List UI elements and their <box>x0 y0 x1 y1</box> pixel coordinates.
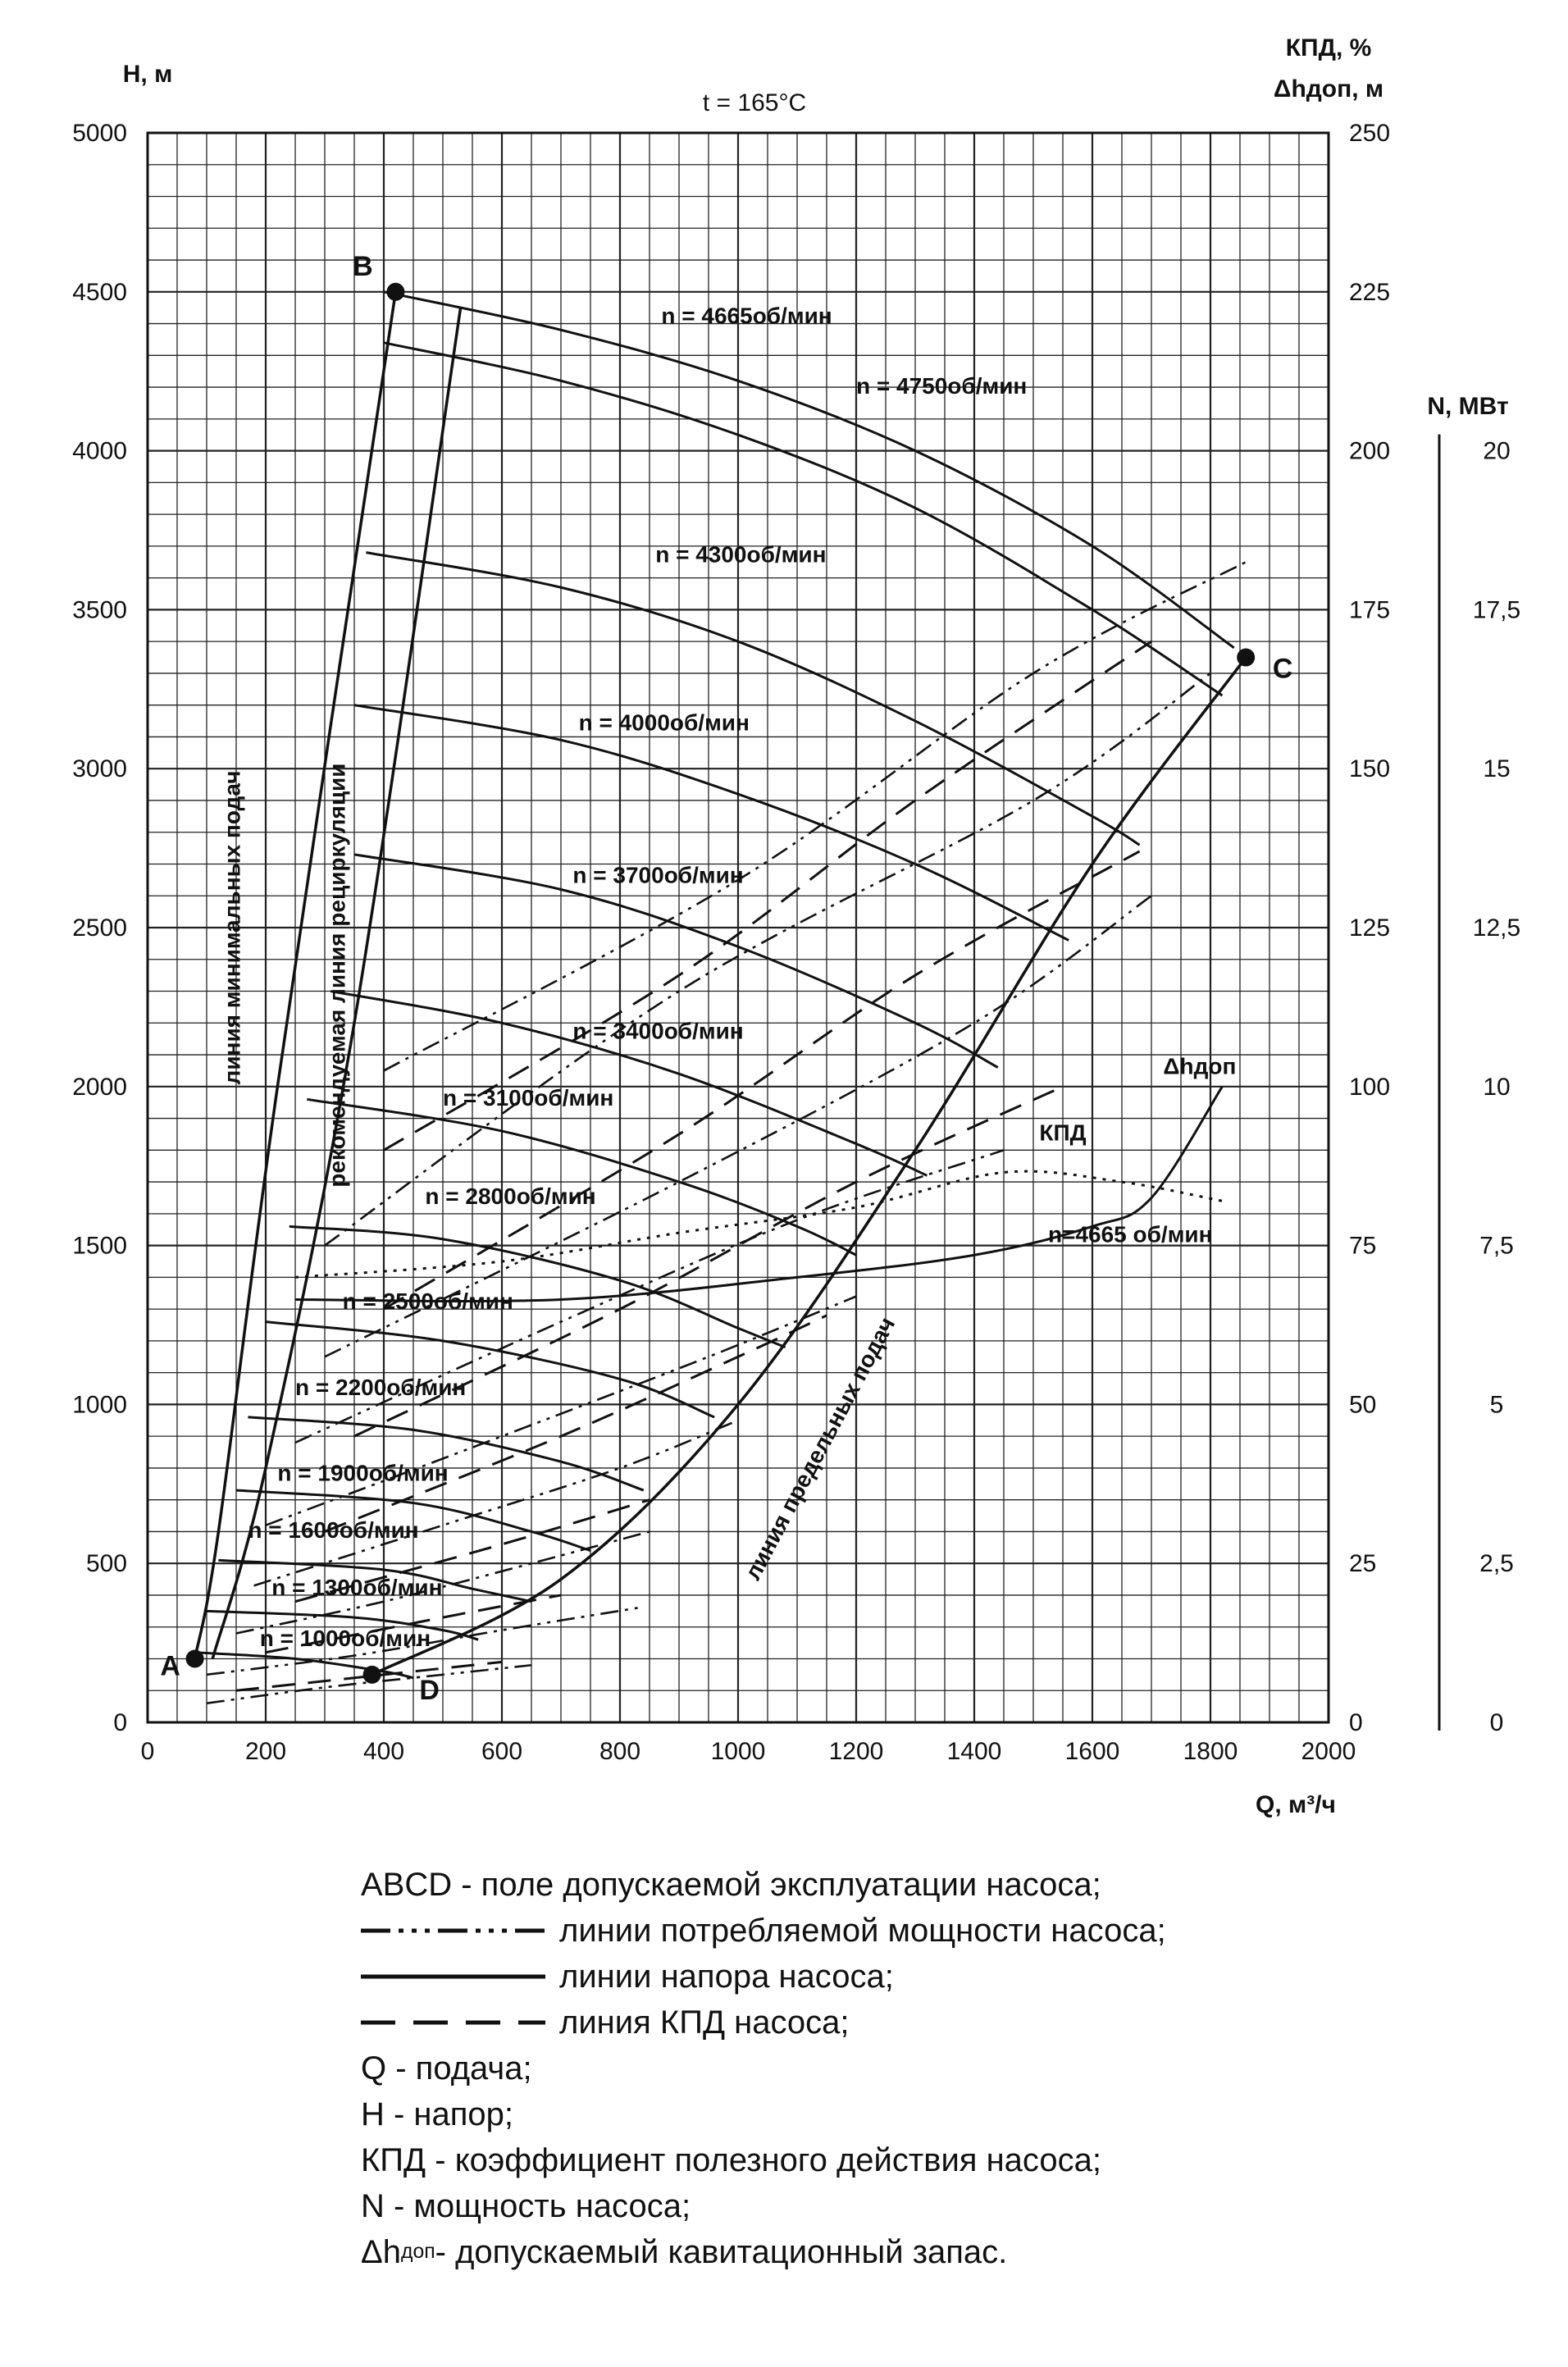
head-curve <box>384 343 1222 696</box>
operating-point-label: D <box>419 1674 440 1706</box>
operating-point-label: B <box>353 250 373 282</box>
boundary-label-min-flow: линия минимальных подач <box>219 770 245 1085</box>
x-tick-label: 1200 <box>828 1738 884 1765</box>
x-tick-label: 1400 <box>946 1738 1002 1765</box>
legend-power-text: линии потребляемой мощности насоса; <box>559 1912 1166 1949</box>
boundary-line <box>372 658 1247 1675</box>
y2-tick-label: 0 <box>1349 1709 1363 1736</box>
boundary-label-max-flow: линия предельных подач <box>739 1312 900 1585</box>
operating-point-label: C <box>1272 653 1293 685</box>
operating-point-c <box>1237 649 1255 667</box>
legend-h-text: H - напор; <box>361 2096 514 2132</box>
efficiency-line <box>325 1316 827 1532</box>
x-axis-title: Q, м³/ч <box>1256 1791 1336 1818</box>
head-curve-label: n = 2500об/мин <box>342 1288 513 1315</box>
y2-tick-label: 225 <box>1349 278 1391 306</box>
legend-kpd-text: КПД - коэффициент полезного действия насоса; <box>361 2141 1101 2178</box>
y-axis-title: H, м <box>122 61 173 88</box>
y-tick-label: 3500 <box>72 596 127 624</box>
y-tick-label: 2000 <box>72 1073 127 1101</box>
head-curve-label: n = 1900об/мин <box>277 1460 449 1486</box>
npsh-curve-label: Δhдоп <box>1163 1053 1237 1079</box>
head-curve-label: n = 4750об/мин <box>856 372 1028 399</box>
y2-tick-label: 100 <box>1349 1073 1391 1101</box>
legend-q <box>361 2045 1427 2091</box>
y3-tick-label: 12,5 <box>1472 914 1521 942</box>
legend-n <box>361 2183 1427 2229</box>
y3-tick-label: 5 <box>1489 1391 1504 1419</box>
legend-power-swatch <box>361 1927 549 1935</box>
y3-tick-label: 17,5 <box>1472 596 1521 624</box>
y-tick-label: 5000 <box>72 120 127 147</box>
x-tick-label: 2000 <box>1301 1738 1356 1765</box>
efficiency-curve-label: КПД <box>1039 1120 1087 1146</box>
y2-axis-title-dh: Δhдоп, м <box>1273 75 1384 103</box>
legend-efficiency-swatch <box>361 2018 549 2027</box>
y3-axis-title: N, МВт <box>1427 393 1509 420</box>
head-curve-label: n = 4665об/мин <box>661 303 832 329</box>
head-curve-label: n = 1000об/мин <box>259 1625 431 1651</box>
x-tick-label: 200 <box>244 1738 287 1765</box>
operating-point-b <box>386 283 404 301</box>
y-tick-label: 500 <box>85 1550 127 1578</box>
head-curve-label: n = 1300об/мин <box>271 1574 443 1600</box>
y2-tick-label: 175 <box>1349 596 1391 624</box>
head-curve <box>354 705 1069 941</box>
operating-point-label: A <box>160 1650 180 1682</box>
y-tick-label: 3000 <box>72 755 127 783</box>
legend <box>361 1862 1427 2275</box>
head-curve-label: n = 3400об/мин <box>572 1018 744 1044</box>
x-tick-label: 400 <box>362 1738 405 1765</box>
head-curve-label: n = 1600об/мин <box>248 1517 419 1544</box>
y2-tick-label: 50 <box>1349 1391 1377 1419</box>
x-tick-label: 0 <box>140 1738 155 1765</box>
efficiency-curve-caption: n=4665 об/мин <box>1048 1221 1213 1247</box>
x-tick-label: 1600 <box>1064 1738 1120 1765</box>
y2-tick-label: 250 <box>1349 120 1391 147</box>
y-tick-label: 2500 <box>72 914 127 942</box>
y-tick-label: 4000 <box>72 437 127 465</box>
legend-dh-sub: доп <box>400 2241 435 2263</box>
x-tick-label: 800 <box>599 1738 641 1765</box>
x-tick-label: 1800 <box>1183 1738 1238 1765</box>
head-curve <box>384 292 1234 648</box>
legend-power <box>361 1908 1427 1954</box>
y2-tick-label: 200 <box>1349 437 1391 465</box>
head-curve-label: n = 4000об/мин <box>578 709 750 736</box>
legend-efficiency <box>361 2000 1427 2045</box>
y-tick-label: 0 <box>113 1709 127 1736</box>
legend-dh <box>361 2229 1427 2275</box>
legend-head <box>361 1954 1427 2000</box>
y2-tick-label: 150 <box>1349 755 1391 783</box>
y-tick-label: 4500 <box>72 278 127 306</box>
y2-tick-label: 25 <box>1349 1550 1377 1578</box>
efficiency-line <box>384 851 1140 1309</box>
y3-tick-label: 0 <box>1489 1709 1504 1736</box>
head-curve-label: n = 2800об/мин <box>425 1184 596 1210</box>
legend-abcd <box>361 1862 1427 1908</box>
legend-efficiency-text: линия КПД насоса; <box>559 2004 850 2041</box>
operating-point-a <box>186 1649 204 1667</box>
y3-tick-label: 20 <box>1483 437 1511 465</box>
y-tick-label: 1000 <box>72 1391 127 1419</box>
legend-abcd-text: ABCD - поле допускаемой эксплуатации насоса; <box>361 1866 1101 1903</box>
y2-tick-label: 75 <box>1349 1232 1377 1260</box>
legend-kpd <box>361 2137 1427 2183</box>
head-curve-label: n = 3700об/мин <box>572 862 744 888</box>
chart-labels <box>72 34 1520 1818</box>
head-curve-label: n = 2200об/мин <box>295 1374 467 1400</box>
y2-axis-title-kpd: КПД, % <box>1285 34 1372 62</box>
legend-q-text: Q - подача; <box>361 2050 532 2087</box>
head-curve <box>366 553 1139 846</box>
y3-tick-label: 10 <box>1483 1073 1511 1101</box>
legend-h <box>361 2091 1427 2137</box>
y3-tick-label: 2,5 <box>1479 1550 1514 1578</box>
y3-tick-label: 7,5 <box>1479 1232 1514 1260</box>
legend-head-text: линии напора насоса; <box>559 1958 894 1995</box>
boundary-label-recirculation: рекомендуемая линия рециркуляции <box>324 763 350 1188</box>
x-tick-label: 600 <box>481 1738 523 1765</box>
y2-tick-label: 125 <box>1349 914 1391 942</box>
chart-title: t = 165°C <box>702 89 807 116</box>
legend-n-text: N - мощность насоса; <box>361 2187 691 2224</box>
head-curve-label: n = 3100об/мин <box>443 1085 614 1111</box>
y-tick-label: 1500 <box>72 1232 127 1260</box>
y3-tick-label: 15 <box>1483 755 1511 783</box>
legend-dh-prefix: Δh <box>361 2233 401 2270</box>
operating-point-d <box>363 1666 381 1684</box>
legend-head-swatch <box>361 1972 549 1981</box>
power-line <box>384 562 1246 1070</box>
head-curve <box>266 1322 714 1417</box>
head-curve-label: n = 4300об/мин <box>655 541 827 568</box>
legend-dh-suffix: - допускаемый кавитационный запас. <box>435 2233 1008 2270</box>
x-tick-label: 1000 <box>710 1738 766 1765</box>
